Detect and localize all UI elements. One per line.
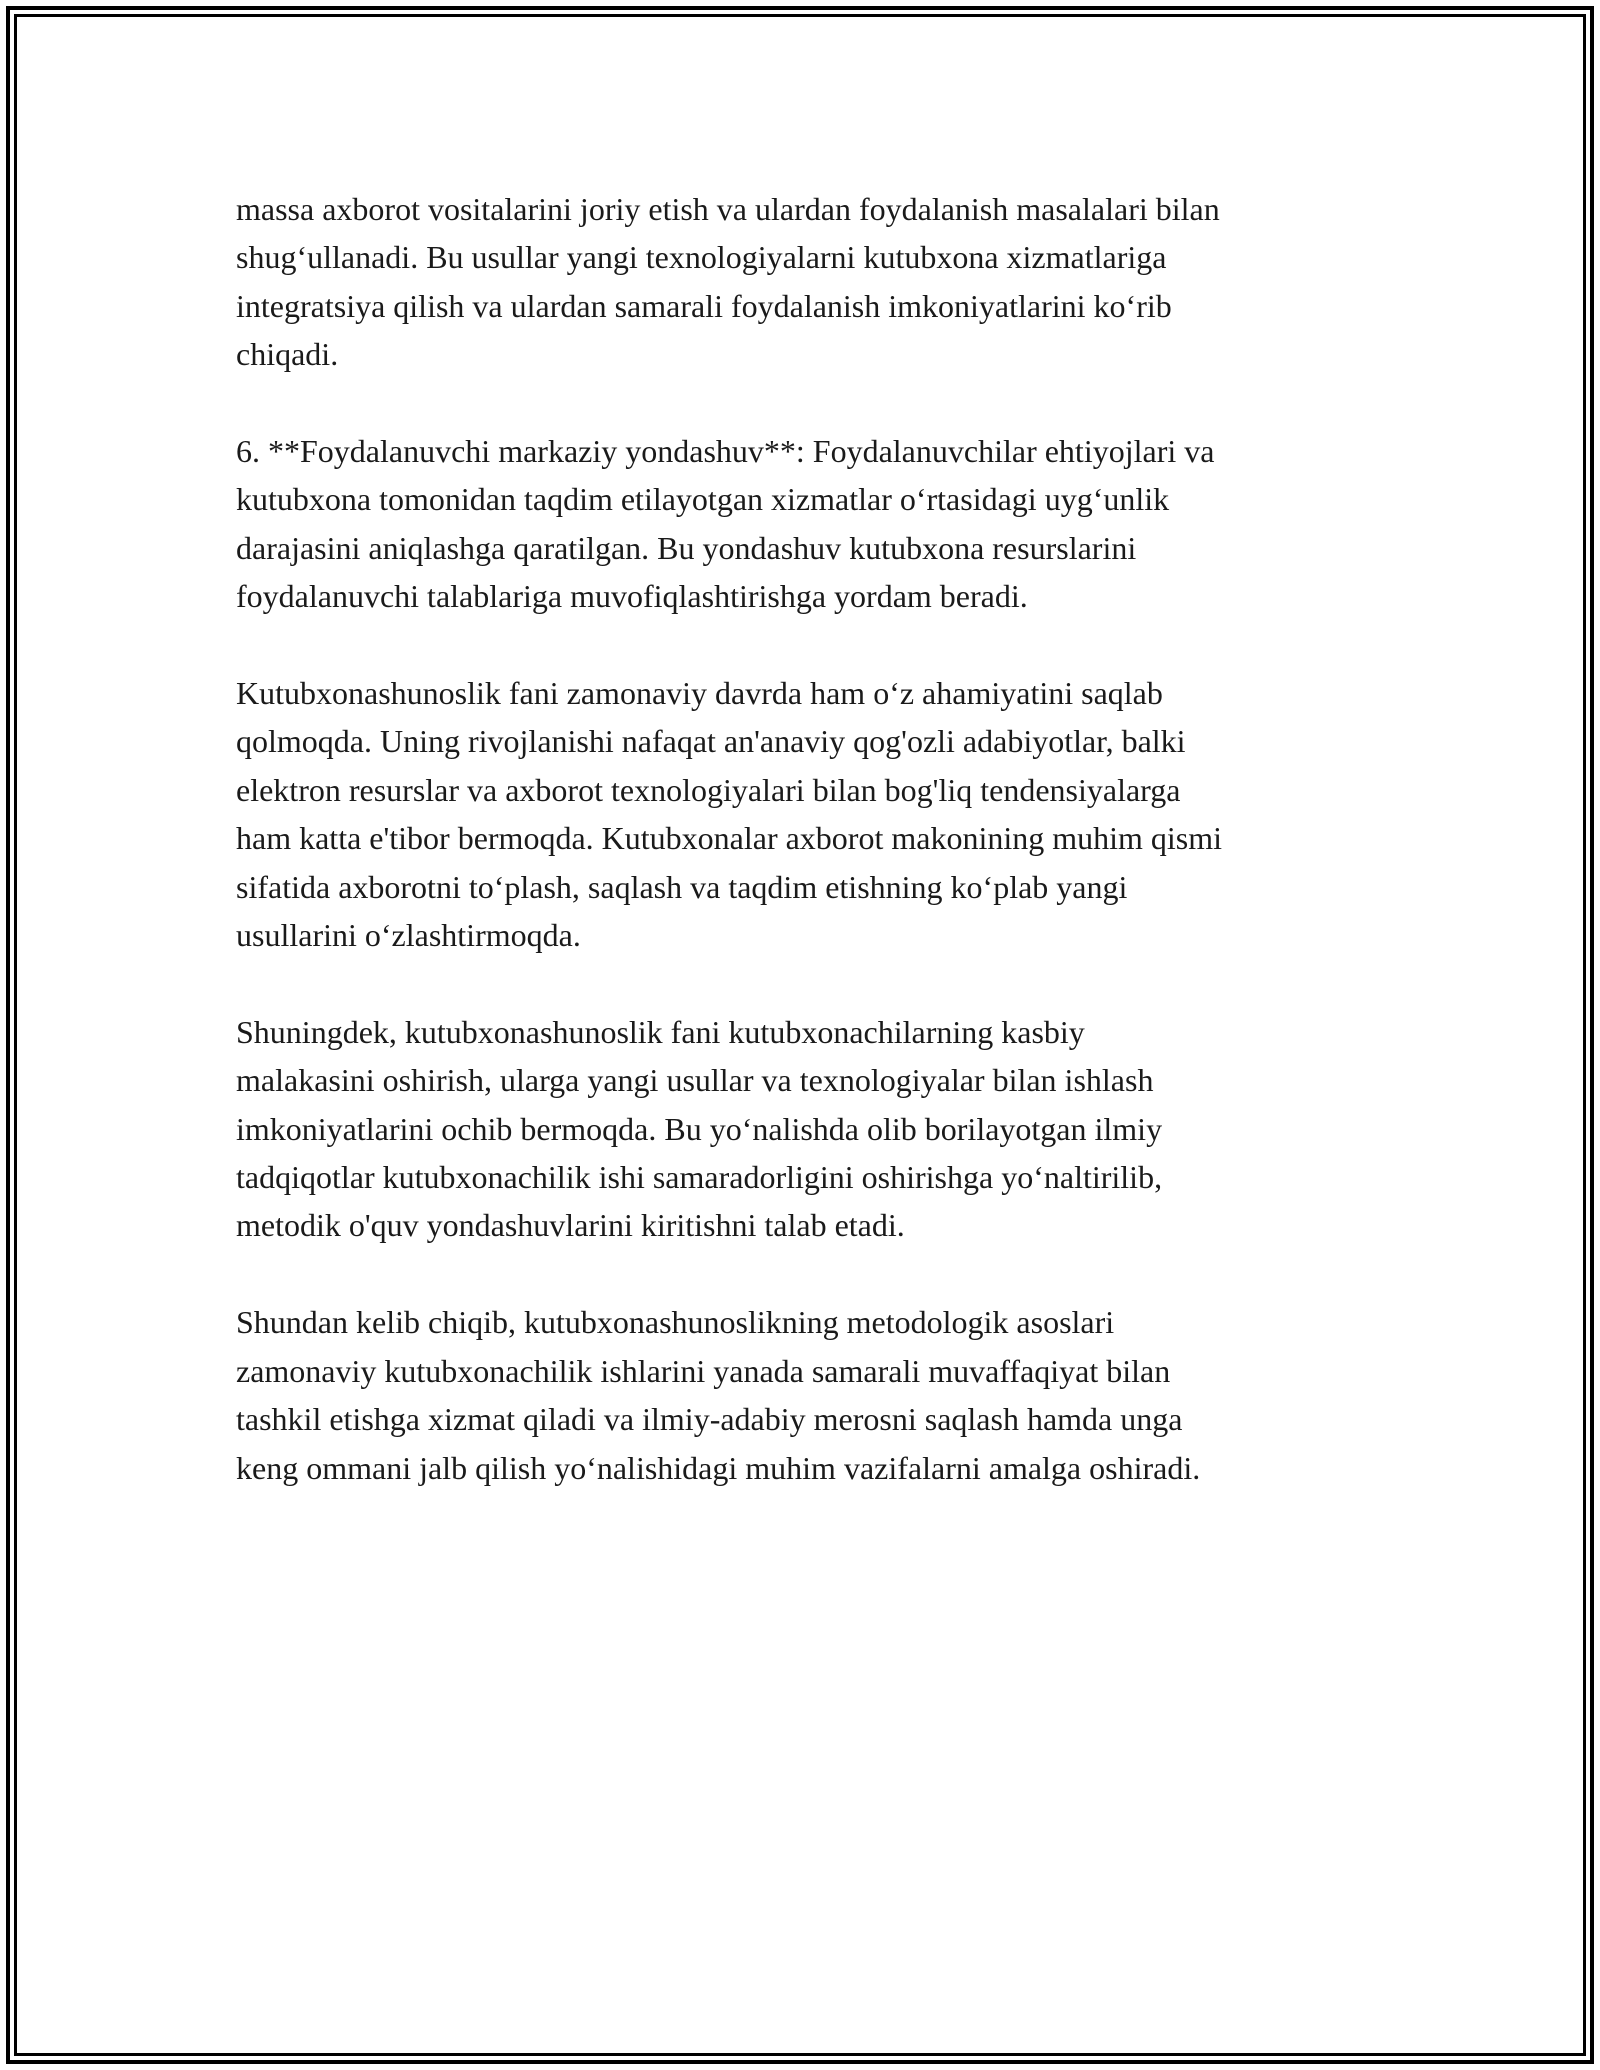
paragraph-media-methods: massa axborot vositalarini joriy etish va ulardan foydalanish masalalari bilan shug‘ullanadi. Bu usullar yangi texnologiyalarni kutubxona xizmatlariga integratsiya qilish va ulardan samarali foydalanish imkoniyatlarini ko‘rib chiqadi. <box>236 191 1220 373</box>
document-body <box>236 185 1371 1540</box>
paragraph-professional-development: Shuningdek, kutubxonashunoslik fani kutubxonachilarning kasbiy malakasini oshirish, ularga yangi usullar va texnologiyalar bilan ishlash imkoniyatlarini ochib bermoqda. Bu yo‘nalishda olib borilayotgan ilmiy tadqiqotlar kutubxonachilik ishi samaradorligini oshirishga yo‘naltirilib, metodik o'quv yondashuvlarini kiritishni talab etadi. <box>236 1013 1163 1244</box>
paragraph-modern-relevance: Kutubxonashunoslik fani zamonaviy davrda ham o‘z ahamiyatini saqlab qolmoqda. Uning rivojlanishi nafaqat an'anaviy qog'ozli adabiyotlar, balki elektron resurslar va axborot texnologiyalari bilan bog'liq tendensiyalarga ham katta e'tibor bermoqda. Kutubxonalar axborot makonining muhim qismi sifatida axborotni to‘plash, saqlash va taqdim etishning ko‘plab yangi usullarini o‘zlashtirmoqda. <box>236 675 1223 954</box>
paragraph-conclusion: Shundan kelib chiqib, kutubxonashunoslikning metodologik asoslari zamonaviy kutubxonachilik ishlarini yanada samarali muvaffaqiyat bilan tashkil etishga xizmat qiladi va ilmiy-adabiy merosni saqlash hamda unga keng ommani jalb qilish yo‘nalishidagi muhim vazifalarni amalga oshiradi. <box>236 1304 1201 1486</box>
paragraph-user-centered-approach: 6. **Foydalanuvchi markaziy yondashuv**: Foydalanuvchilar ehtiyojlari va kutubxona tomonidan taqdim etilayotgan xizmatlar o‘rtasidagi uyg‘unlik darajasini aniqlashga qaratilgan. Bu yondashuv kutubxona resurslarini foydalanuvchi talablariga muvofiqlashtirishga yordam beradi. <box>236 433 1215 615</box>
